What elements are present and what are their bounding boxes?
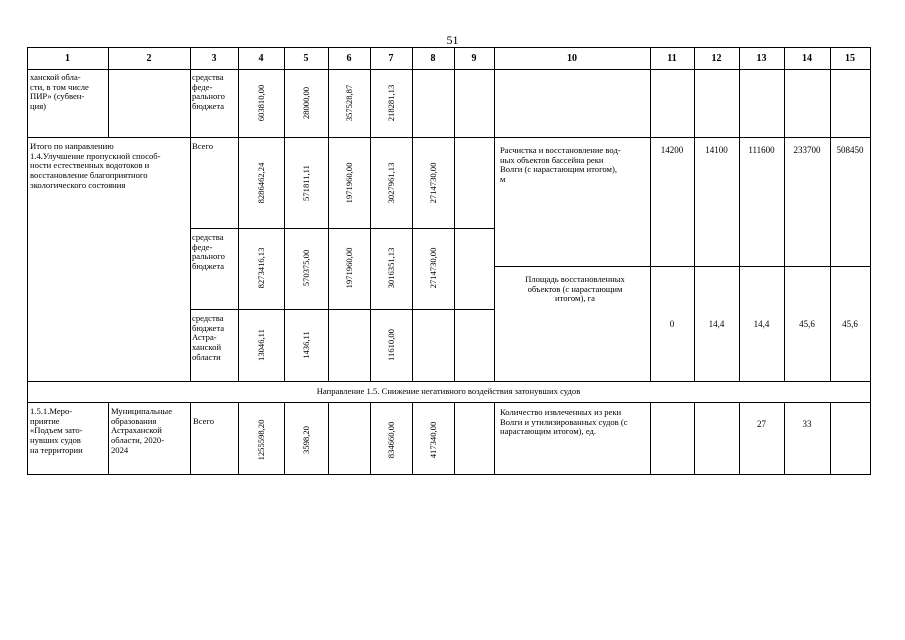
row-divider: [27, 402, 871, 403]
column-divider: [190, 47, 191, 382]
column-divider: [454, 402, 455, 475]
total-all-col8: 2714730,00: [428, 162, 438, 204]
column-divider: [412, 47, 413, 382]
header-col-13: 13: [756, 53, 767, 64]
row-divider: [190, 228, 495, 229]
page-number: 51: [446, 33, 459, 47]
row-a-col5: 28000,00: [301, 86, 311, 120]
indicator2-col14: 45,6: [799, 319, 815, 329]
row-divider: [27, 69, 871, 70]
row-b-col7: 834660,00: [386, 421, 396, 459]
total-federal-col4: 8273416,13: [256, 247, 266, 289]
column-divider: [238, 402, 239, 475]
row-divider: [27, 381, 871, 382]
total-federal-col8: 2714730,00: [428, 247, 438, 289]
row-a-source: средства феде- рального бюджета: [192, 72, 225, 111]
column-divider: [284, 47, 285, 382]
row-a-col6: 357528,87: [344, 84, 354, 122]
budget-table: [27, 47, 870, 474]
column-divider: [284, 402, 285, 475]
column-divider: [238, 47, 239, 382]
total-name: Итого по направлению 1.4.Улучшение пропускной способ- ности естественных водотоков и восстановление благоприятного экологического состояния: [30, 141, 161, 190]
column-divider: [870, 47, 871, 475]
header-col-2: 2: [146, 53, 152, 64]
column-divider: [494, 47, 495, 382]
total-regional-source: средства бюджета Астра- ханской области: [192, 313, 225, 362]
total-all-col5: 571811,11: [301, 165, 311, 201]
total-all-col7: 3027961,13: [386, 162, 396, 204]
column-divider: [27, 47, 28, 475]
indicator2-col13: 14,4: [753, 319, 770, 329]
row-a-name: ханской обла- сти, в том числе ПИР» (субвен- ция): [30, 72, 89, 111]
total-federal-source: средства феде- рального бюджета: [192, 232, 225, 271]
section-title: Направление 1.5. Снижение негативного воздействия затонувших судов: [316, 386, 581, 396]
indicator1-col14: 233700: [793, 145, 821, 155]
total-all-col6: 1971960,00: [344, 162, 354, 204]
row-a-col7: 218281,13: [386, 84, 396, 122]
indicator2-text: Площадь восстановленных объектов (с нарастающим итогом), га: [525, 274, 625, 304]
row-divider: [494, 266, 871, 267]
total-regional-col5: 1436,11: [301, 331, 311, 359]
indicator1-col11: 14200: [660, 145, 684, 155]
row-b-executor: Муниципальные образования Астраханской области, 2020- 2024: [111, 406, 173, 455]
indicator2-col15: 45,6: [842, 319, 858, 329]
indicator1-col12: 14100: [705, 145, 728, 155]
total-regional-col4: 13046,11: [256, 329, 266, 361]
total-federal-col7: 3016351,13: [386, 247, 396, 289]
header-col-1: 1: [65, 53, 70, 64]
column-divider: [694, 402, 695, 475]
indicator2-col12: 14,4: [708, 319, 725, 329]
indicator1-col15: 508450: [836, 145, 864, 155]
row-b-col5: 3598,20: [301, 426, 311, 454]
header-col-10: 10: [567, 53, 577, 64]
total-federal-col5: 570375,00: [301, 249, 311, 287]
column-divider: [694, 47, 695, 382]
row-b-source: Всего: [193, 416, 215, 426]
indicator1-col13: 111600: [748, 145, 775, 155]
header-col-9: 9: [471, 53, 477, 64]
header-col-12: 12: [711, 53, 722, 64]
column-divider: [830, 402, 831, 475]
row-a-col4: 603810,00: [256, 84, 266, 122]
column-divider: [830, 47, 831, 382]
header-col-6: 6: [346, 53, 352, 64]
row-b-col8: 417340,00: [428, 421, 438, 459]
total-all-col4: 8286462,24: [256, 162, 266, 204]
row-b-indicator: Количество извлеченных из реки Волги и утилизированных судов (с нарастающим итогом), ед.: [500, 407, 628, 437]
header-col-15: 15: [845, 53, 855, 64]
row-divider: [190, 309, 495, 310]
column-divider: [454, 47, 455, 382]
row-divider: [27, 47, 871, 48]
header-col-5: 5: [303, 53, 309, 64]
column-divider: [328, 47, 329, 382]
column-divider: [108, 402, 109, 475]
row-b-col13: 27: [757, 419, 766, 429]
column-divider: [370, 402, 371, 475]
column-divider: [494, 402, 495, 475]
column-divider: [328, 402, 329, 475]
column-divider: [370, 47, 371, 382]
row-b-col4: 1255598,20: [256, 419, 266, 461]
row-b-col14: 33: [802, 419, 812, 429]
column-divider: [784, 402, 785, 475]
total-regional-col7: 11610,00: [386, 329, 396, 361]
total-federal-col6: 1971960,00: [344, 247, 354, 289]
header-col-11: 11: [667, 53, 677, 64]
row-divider: [27, 137, 871, 138]
column-divider: [739, 47, 740, 382]
header-col-7: 7: [388, 53, 394, 64]
column-divider: [784, 47, 785, 382]
column-divider: [190, 402, 191, 475]
row-divider: [27, 474, 871, 475]
column-divider: [739, 402, 740, 475]
total-all-source: Всего: [192, 141, 214, 151]
header-col-14: 14: [802, 53, 812, 64]
column-divider: [412, 402, 413, 475]
indicator2-col11: 0: [669, 319, 675, 329]
row-b-name: 1.5.1.Меро- приятие «Подъем зато- нувших судов на территории: [30, 406, 83, 455]
indicator1-text: Расчистка и восстановление вод- ных объектов бассейна реки Волги (с нарастающим итогом), м: [500, 145, 621, 184]
column-divider: [650, 47, 651, 382]
header-col-8: 8: [430, 53, 436, 64]
header-col-4: 4: [258, 53, 264, 64]
header-col-3: 3: [211, 53, 217, 64]
